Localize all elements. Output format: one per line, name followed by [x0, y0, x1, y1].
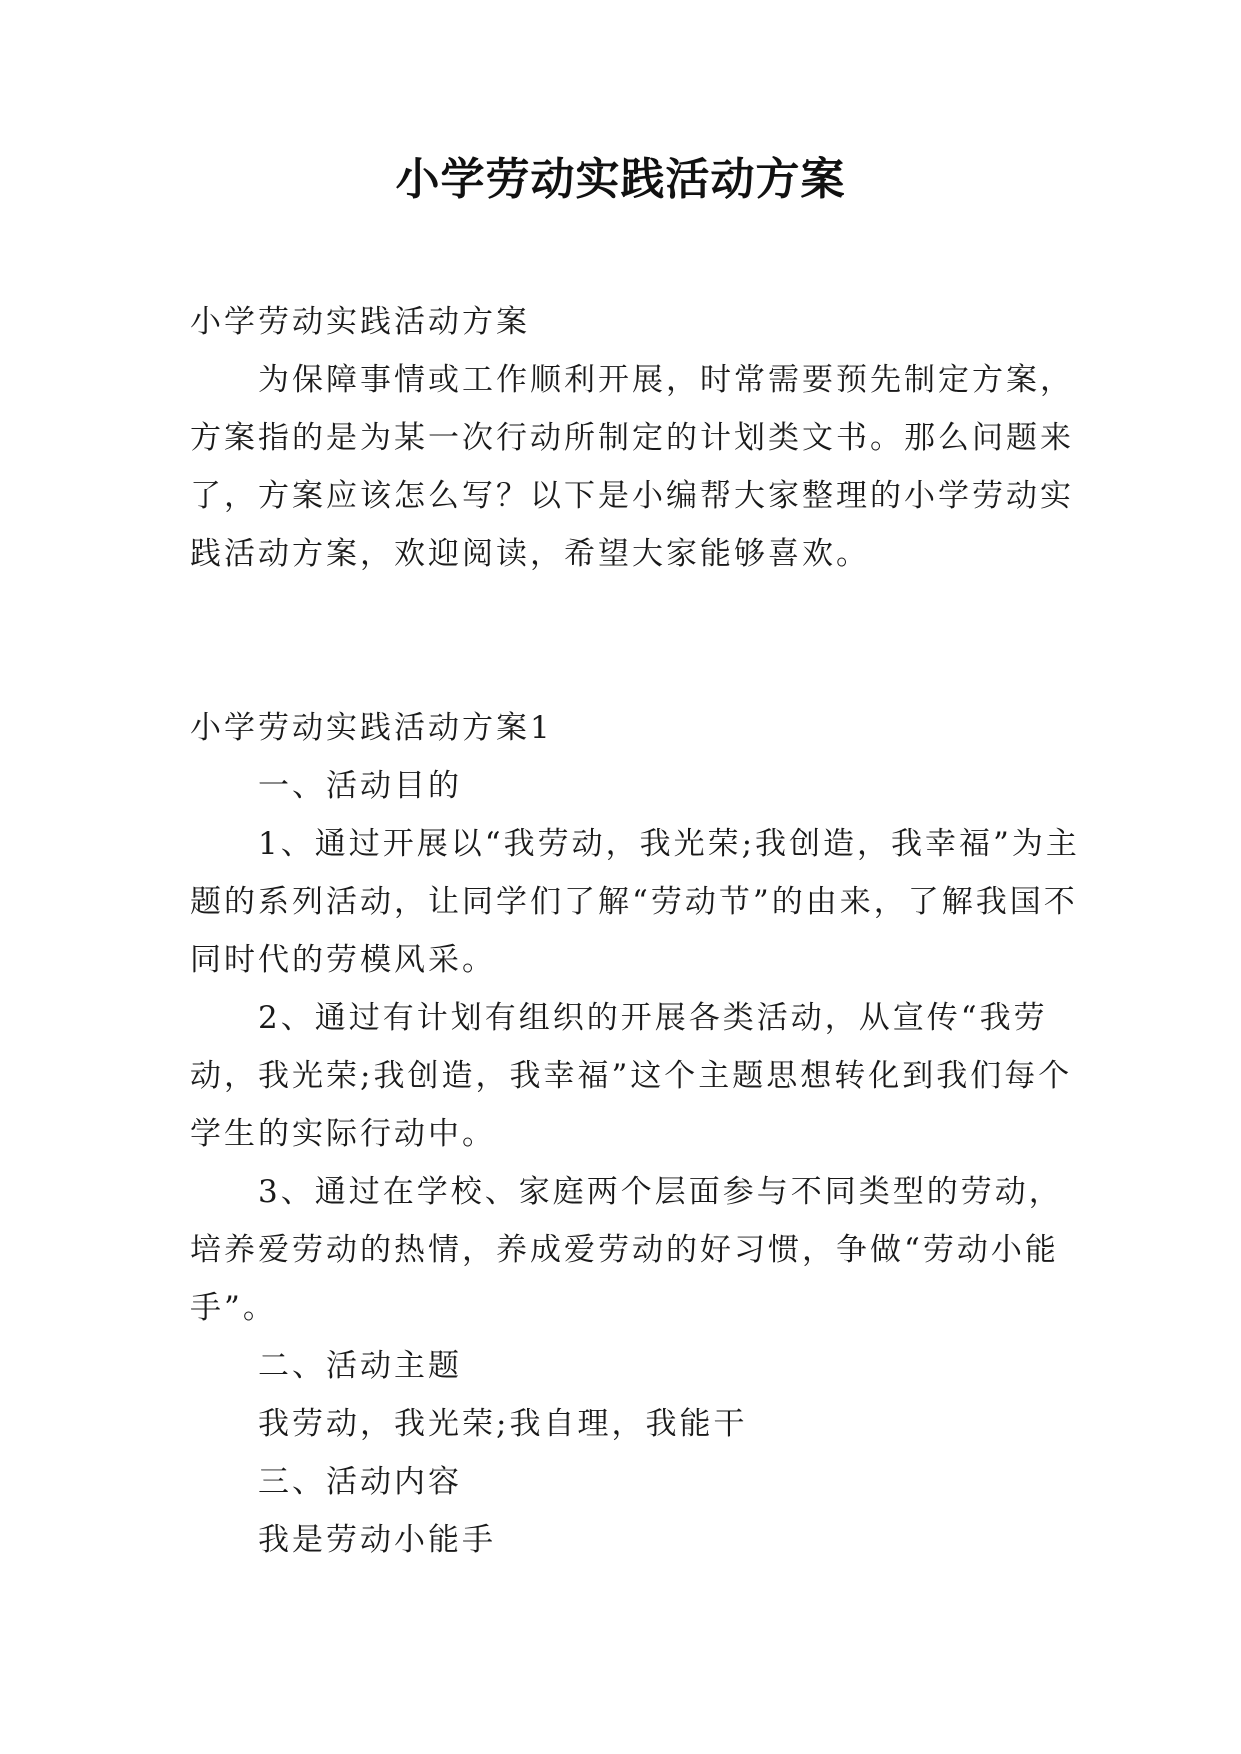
content-text: 我是劳动小能手	[258, 1522, 496, 1558]
purpose-item-2: 2、通过有计划有组织的开展各类活动，从宣传“我劳动，我光荣;我创造，我幸福”这个主题思想转化到我们每个学生的实际行动中。	[190, 1000, 1073, 1152]
subtitle: 小学劳动实践活动方案	[190, 304, 530, 340]
section-title: 小学劳动实践活动方案1	[190, 710, 553, 746]
heading-content: 三、活动内容	[258, 1464, 462, 1500]
page-title: 小学劳动实践活动方案	[395, 154, 846, 205]
theme-text: 我劳动，我光荣;我自理，我能干	[258, 1406, 748, 1442]
heading-theme: 二、活动主题	[258, 1348, 462, 1384]
purpose-item-3: 3、通过在学校、家庭两个层面参与不同类型的劳动，培养爱劳动的热情，养成爱劳动的好习惯，争做“劳动小能手”。	[190, 1174, 1063, 1326]
intro-paragraph: 为保障事情或工作顺利开展，时常需要预先制定方案，方案指的是为某一次行动所制定的计划类文书。那么问题来了，方案应该怎么写？以下是小编帮大家整理的小学劳动实践活动方案，欢迎阅读，希望大家能够喜欢。	[190, 362, 1074, 572]
purpose-item-1: 1、通过开展以“我劳动，我光荣;我创造，我幸福”为主题的系列活动，让同学们了解“劳动节”的由来，了解我国不同时代的劳模风采。	[190, 826, 1080, 978]
heading-purpose: 一、活动目的	[258, 768, 462, 804]
document-body	[190, 293, 1090, 1569]
spacer	[190, 583, 1090, 699]
